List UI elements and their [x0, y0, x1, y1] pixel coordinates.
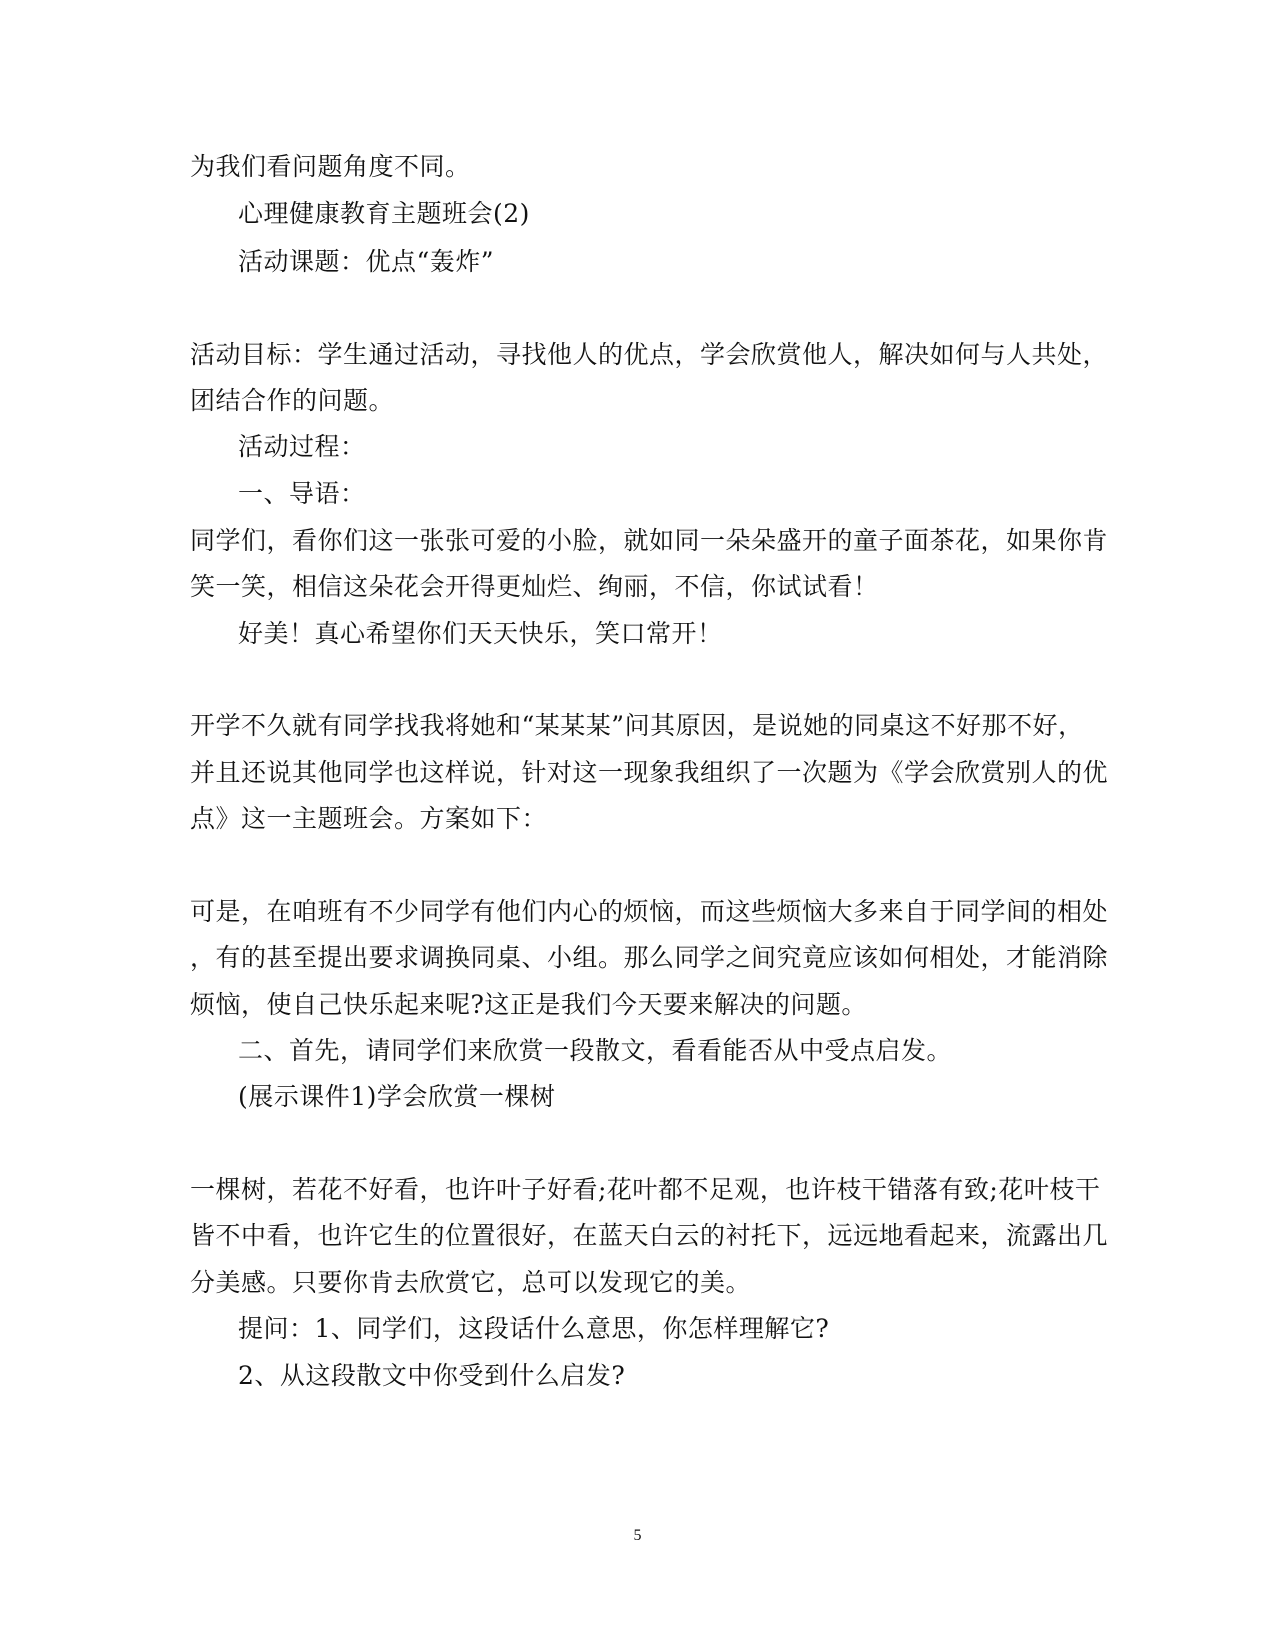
text-line: 一棵树，若花不好看，也许叶子好看;花叶都不足观，也许枝干错落有致;花叶枝干	[190, 1175, 1101, 1204]
text-line: 同学们，看你们这一张张可爱的小脸，就如同一朵朵盛开的童子面茶花，如果你肯	[190, 526, 1109, 555]
text-line: 提问：1、同学们，这段话什么意思，你怎样理解它?	[238, 1314, 830, 1343]
text-line: 活动目标：学生通过活动，寻找他人的优点，学会欣赏他人，解决如何与人共处，	[190, 340, 1109, 369]
text-line: 可是，在咱班有不少同学有他们内心的烦恼，而这些烦恼大多来自于同学间的相处	[190, 897, 1109, 926]
text-line: 活动过程：	[238, 432, 366, 461]
page-number: 5	[633, 1527, 642, 1544]
text-line: 开学不久就有同学找我将她和“某某某”问其原因，是说她的同桌这不好那不好，	[190, 711, 1084, 740]
text-line: 二、首先，请同学们来欣赏一段散文，看看能否从中受点启发。	[238, 1036, 953, 1065]
text-line: 皆不中看，也许它生的位置很好，在蓝天白云的衬托下，远远地看起来，流露出几	[190, 1221, 1109, 1250]
text-line: 好美！真心希望你们天天快乐，笑口常开！	[238, 619, 723, 648]
text-line: 2、从这段散文中你受到什么启发?	[238, 1361, 626, 1390]
activity-topic: 活动课题：优点“轰炸”	[238, 247, 495, 276]
text-line: 一、导语：	[238, 479, 366, 508]
text-line: 烦恼，使自己快乐起来呢?这正是我们今天要来解决的问题。	[190, 990, 867, 1019]
text-line: 分美感。只要你肯去欣赏它，总可以发现它的美。	[190, 1268, 752, 1297]
text-line: ，有的甚至提出要求调换同桌、小组。那么同学之间究竟应该如何相处，才能消除	[190, 943, 1109, 972]
text-line: 团结合作的问题。	[190, 386, 395, 415]
text-line: 笑一笑，相信这朵花会开得更灿烂、绚丽，不信，你试试看！	[190, 572, 879, 601]
section-title: 心理健康教育主题班会(2)	[238, 199, 530, 228]
text-line: (展示课件1)学会欣赏一棵树	[238, 1082, 556, 1111]
text-line: 点》这一主题班会。方案如下：	[190, 804, 548, 833]
text-line: 为我们看问题角度不同。	[190, 152, 471, 181]
text-line: 并且还说其他同学也这样说，针对这一现象我组织了一次题为《学会欣赏别人的优	[190, 758, 1109, 787]
